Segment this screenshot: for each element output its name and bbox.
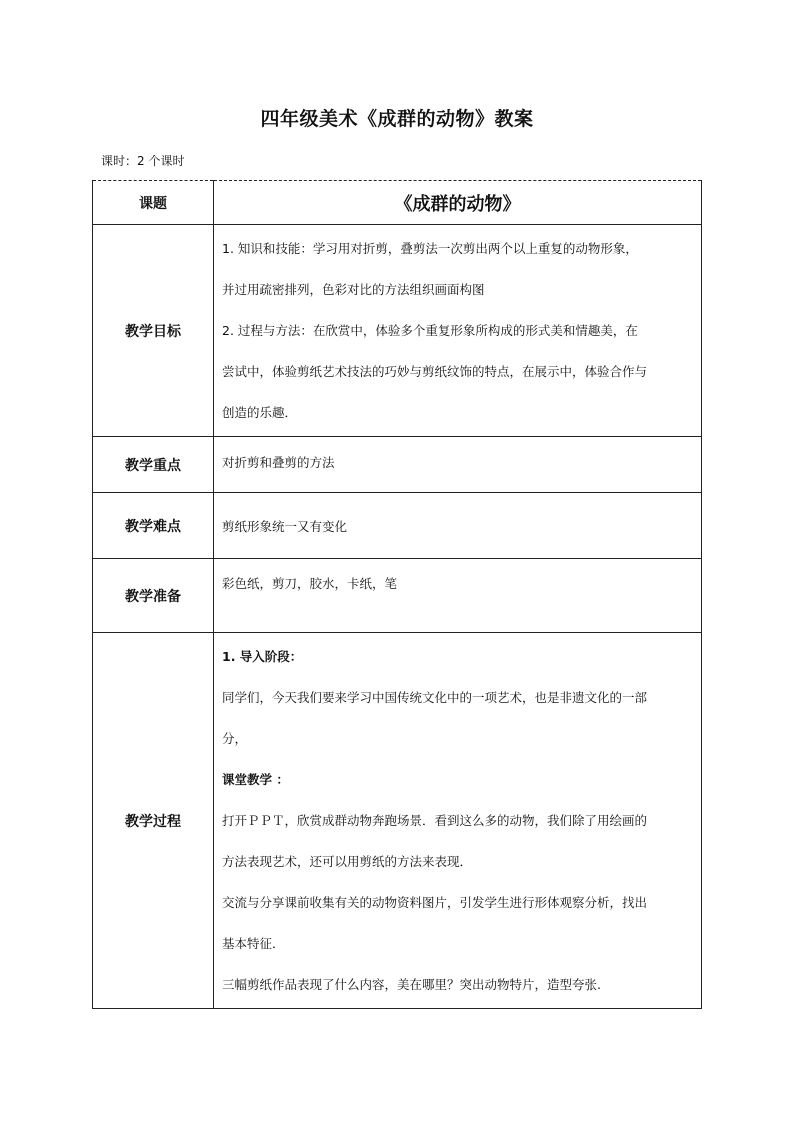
header-row [93,181,702,225]
process-line: 交流与分享课前收集有关的动物资料图片，引发学生进行形体观察分析，找出 [222,895,648,910]
key-points-label: 教学重点 [93,437,214,493]
preparation-label: 教学准备 [93,559,214,633]
difficulties-row [93,493,702,559]
objectives-line: 1. 知识和技能：学习用对折剪，叠剪法一次剪出两个以上重复的动物形象， [222,241,638,256]
key-points-value: 对折剪和叠剪的方法 [222,455,335,470]
objectives-line: 创造的乐趣． [222,405,298,420]
lesson-topic: 《成群的动物》 [214,181,702,225]
process-line: 同学们，今天我们要来学习中国传统文化中的一项艺术，也是非遗文化的一部 [222,690,648,705]
process-line: 打开ＰＰＴ，欣赏成群动物奔跑场景．看到这么多的动物，我们除了用绘画的 [222,813,648,828]
process-cell [214,633,702,1009]
preparation-value: 彩色纸，剪刀，胶水，卡纸，笔 [222,576,398,591]
key-points-row [93,437,702,493]
objectives-line: 尝试中，体验剪纸艺术技法的巧妙与剪纸纹饰的特点，在展示中，体验合作与 [222,364,648,379]
lesson-hours: 课时：2 个课时 [101,154,185,168]
process-line: 基本特征． [222,936,285,951]
process-label: 教学过程 [93,633,214,1009]
lesson-plan-table [92,180,702,1009]
preparation-cell [214,559,702,633]
process-line: 分， [222,731,248,746]
key-points-cell [214,437,702,493]
objectives-label: 教学目标 [93,225,214,437]
objectives-line: 并过用疏密排列，色彩对比的方法组织画面构图 [222,282,485,297]
preparation-row [93,559,702,633]
objectives-row [93,225,702,437]
difficulties-cell [214,493,702,559]
process-row [93,633,702,1009]
difficulties-value: 剪纸形象统一又有变化 [222,519,348,534]
process-subheading: 课堂教学 ： [222,772,289,787]
objectives-line: 2. 过程与方法：在欣赏中，体验多个重复形象所构成的形式美和情趣美，在 [222,323,638,338]
document-title: 四年级美术《成群的动物》教案 [260,108,534,130]
process-heading: 1. 导入阶段： [222,649,303,664]
difficulties-label: 教学难点 [93,493,214,559]
process-line: 方法表现艺术，还可以用剪纸的方法来表现． [222,854,473,869]
header-label: 课题 [93,181,214,225]
process-line: 三幅剪纸作品表现了什么内容，美在哪里？突出动物特片，造型夸张. [222,977,601,992]
objectives-cell [214,225,702,437]
